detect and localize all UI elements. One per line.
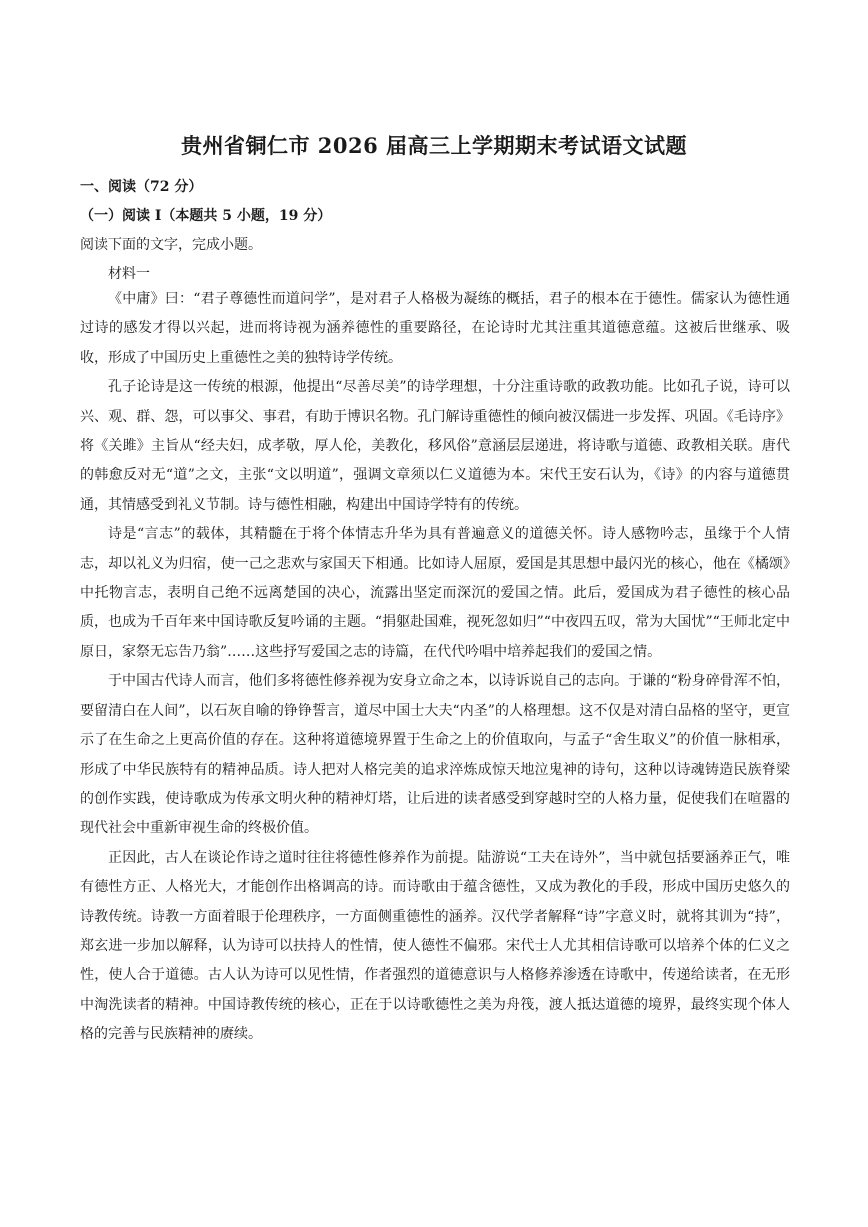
paragraph: 《中庸》曰：“君子尊德性而道问学”，是对君子人格极为凝练的概括，君子的根本在于德性。儒家认为德性通过诗的感发才得以兴起，进而将诗视为涵养德性的重要路径，在论诗时尤其注重其道德意蕴。这被后世继承、吸收，形成了中国历史上重德性之美的独特诗学传统。 — [80, 291, 790, 366]
paragraph: 于中国古代诗人而言，他们多将德性修养视为安身立命之本，以诗诉说自己的志向。于谦的“粉身碎骨浑不怕，要留清白在人间”，以石灰自喻的铮铮誓言，道尽中国士大夫“内圣”的人格理想。这不仅是对清白品格的坚守，更宣示了在生命之上更高价值的存在。这种将道德境界置于生命之上的价值取向，与孟子“舍生取义”的价值一脉相承，形成了中华民族特有的精神品质。诗人把对人格完美的追求淬炼成惊天地泣鬼神的诗句，这种以诗魂铸造民族脊梁的创作实践，使诗歌成为传承文明火种的精神灯塔，让后进的读者感受到穿越时空的人格力量，促使我们在喧嚣的现代社会中重新审视生命的终极价值。 — [80, 673, 790, 837]
reading-passage — [80, 285, 790, 1050]
paragraph: 孔子论诗是这一传统的根源，他提出“尽善尽美”的诗学理想，十分注重诗歌的政教功能。比如孔子说，诗可以兴、观、群、怨，可以事父、事君，有助于博识名物。孔门解诗重德性的倾向被汉儒进一步发挥、巩固。《毛诗序》将《关雎》主旨从“经夫妇，成孝敬，厚人伦，美教化，移风俗”意涵层层递进，将诗歌与道德、政教相关联。唐代的韩愈反对无“道”之文，主张“文以明道”，强调文章须以仁义道德为本。宋代王安石认为，《诗》的内容与道德贯通，其情感受到礼义节制。诗与德性相融，构建出中国诗学特有的传统。 — [80, 379, 790, 513]
subsection-heading: （一）阅读 I（本题共 5 小题，19 分） — [80, 208, 332, 224]
paragraph: 正因此，古人在谈论作诗之道时往往将德性修养作为前提。陆游说“工夫在诗外”，当中就包括要涵养正气，唯有德性方正、人格光大，才能创作出格调高的诗。而诗歌由于蕴含德性，又成为教化的手段，形成中国历史悠久的诗教传统。诗教一方面着眼于伦理秩序，一方面侧重德性的涵养。汉代学者解释“诗”字意义时，就将其训为“持”，郑玄进一步加以解释，认为诗可以扶持人的性情，使人德性不偏邪。宋代士人尤其相信诗歌可以培养个体的仁义之性，使人合于道德。古人认为诗可以见性情，作者强烈的道德意识与人格修养渗透在诗歌中，传递给读者，在无形中淘洗读者的精神。中国诗教传统的核心，正在于以诗歌德性之美为舟筏，渡人抵达道德的境界，最终实现个体人格的完善与民族精神的赓续。 — [80, 849, 790, 1043]
material-label: 材料一 — [108, 266, 150, 282]
paragraph: 诗是“言志”的载体，其精髓在于将个体情志升华为具有普遍意义的道德关怀。诗人感物吟志，虽缘于个人情志，却以礼义为归宿，使一己之悲欢与家国天下相通。比如诗人屈原，爱国是其思想中最闪光的核心，他在《橘颂》中托物言志，表明自己绝不远离楚国的决心，流露出坚定而深沉的爱国之情。此后，爱国成为君子德性的核心品质，也成为千百年来中国诗歌反复吟诵的主题。“捐躯赴国难，视死忽如归”“中夜四五叹，常为大国忧”“王师北定中原日，家祭无忘告乃翁”……这些抒写爱国之志的诗篇，在代代吟唱中培养起我们的爱国之情。 — [80, 526, 790, 660]
page-title: 贵州省铜仁市 2026 届高三上学期期末考试语文试题 — [180, 133, 688, 158]
section-heading: 一、阅读（72 分） — [80, 179, 203, 195]
instruction-text: 阅读下面的文字，完成小题。 — [80, 237, 262, 253]
